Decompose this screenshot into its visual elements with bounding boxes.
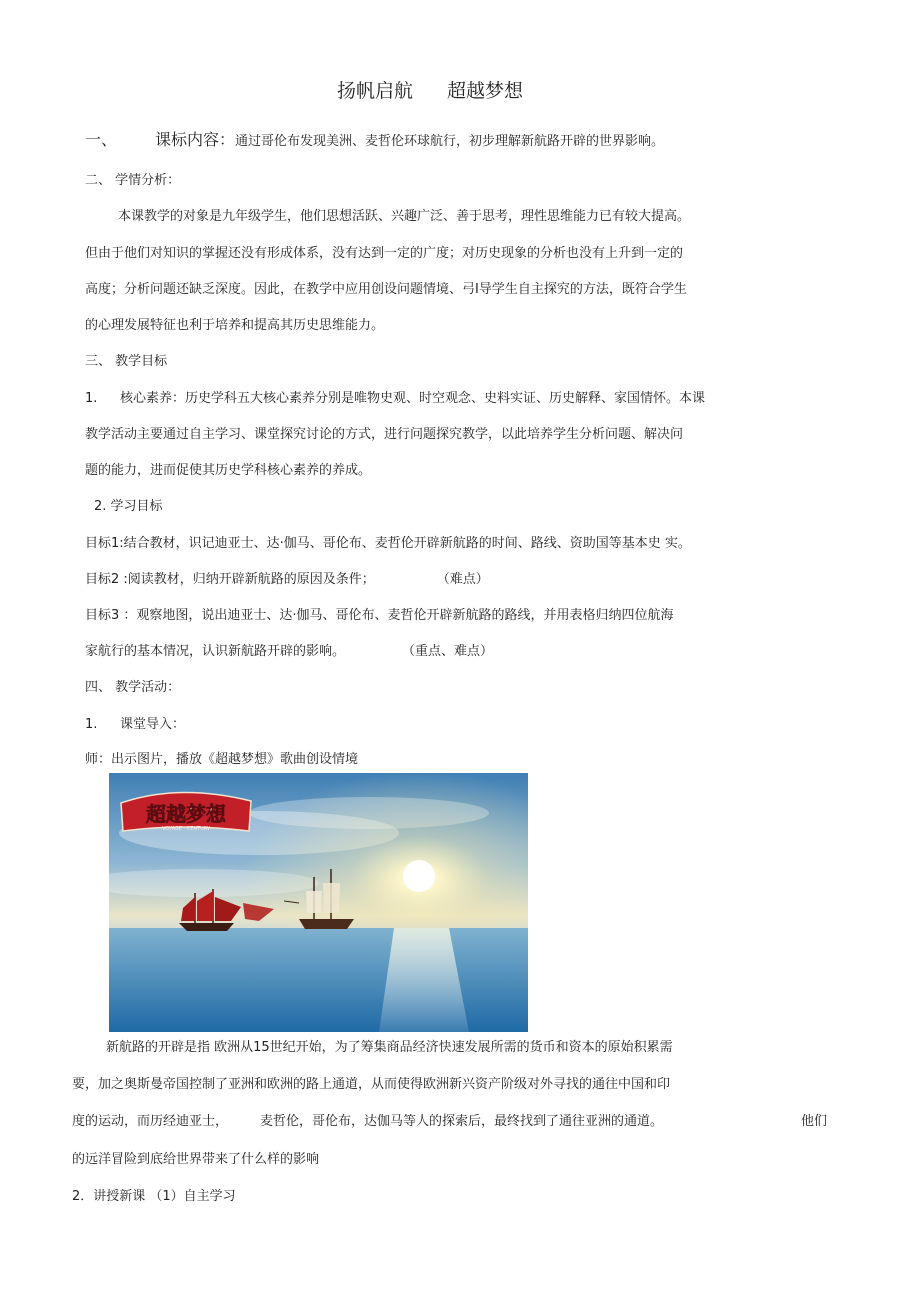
intro-para-line-3-c: 他们 (801, 1114, 828, 1129)
section-2-line-1: 本课教学的对象是九年级学生，他们思想活跃、兴趣广泛、善于思考，理性思维能力已有较大提高。 (118, 209, 691, 224)
section-3-item-2-heading: 2. 学习目标 (94, 499, 163, 514)
section-3-item-1-line-3: 题的能力，进而促使其历史学科核心素养的养成。 (85, 463, 372, 478)
title-part-1: 扬帆启航 (336, 80, 413, 102)
intro-para-line-3 (72, 1113, 663, 1131)
section-1-text: 通过哥伦布发现美洲、麦哲伦环球航行，初步理解新航路开辟的世界影响。 (235, 134, 665, 149)
section-3-item-1-line-2: 教学活动主要通过自主学习、课堂探究讨论的方式，进行问题探究教学，以此培养学生分析问题、解决问 (85, 427, 684, 442)
game-logo-subtext: VOYAGE · CENTURY (161, 826, 211, 832)
section-2-line-4: 的心理发展特征也利于培养和提高其历史思维能力。 (85, 318, 385, 333)
goal-1: 目标1:结合教材，识记迪亚士、达·伽马、哥伦布、麦哲伦开辟新航路的时间、路线、资助国等基本史 实。 (85, 536, 691, 551)
intro-para-line-2: 要，加之奥斯曼帝国控制了亚洲和欧洲的路上通道，从而使得欧洲新兴资产阶级对外寻找的通往中国和印 (72, 1077, 671, 1092)
section-4-item-1-number: 1. (85, 717, 98, 732)
intro-para-line-3-b: 麦哲伦，哥伦布，达伽马等人的探索后，最终找到了通往亚洲的通道。 (260, 1114, 664, 1129)
section-2-line-3: 高度；分析问题还缺乏深度。因此，在教学中应用创设问题情境、弓I导学生自主探究的方法，既符合学生 (85, 282, 687, 297)
section-1-label: 课标内容： (155, 130, 236, 149)
goal-3-text: 家航行的基本情况，认识新航路开辟的影响。 (85, 644, 346, 659)
section-1-number: 一、 (85, 130, 118, 149)
title-part-2: 超越梦想 (447, 80, 524, 102)
game-logo-text: 超越梦想 (146, 802, 226, 826)
intro-para-line-4: 的远洋冒险到底给世界带来了什么样的影响 (72, 1152, 320, 1167)
game-logo (121, 792, 251, 832)
section-1 (85, 131, 664, 151)
section-3-item-1-text: 核心素养：历史学科五大核心素养分别是唯物史观、时空观念、史料实证、历史解释、家国情怀。本课 (120, 391, 706, 406)
goal-2-text: 目标2 :阅读教材，归纳开辟新航路的原因及条件； (85, 572, 375, 587)
page-title (0, 78, 860, 104)
intro-para-line-1: 新航路的开辟是指 欧洲从15世纪开始，为了筹集商品经济快速发展所需的货币和资本的原始积累需 (106, 1040, 673, 1055)
goal-3-line-2 (85, 643, 493, 661)
intro-para-line-3-a: 度的运动，而历经迪亚士， (72, 1114, 229, 1129)
goal-2-note: （难点） (436, 572, 489, 587)
section-2-line-2: 但由于他们对知识的掌握还没有形成体系，没有达到一定的广度；对历史现象的分析也没有上升到一定的 (85, 246, 684, 261)
section-4-item-1-label: 课堂导入： (120, 717, 186, 732)
goal-2 (85, 571, 489, 589)
section-4-item-1 (85, 716, 185, 734)
section-3-item-1-line-1 (85, 390, 705, 408)
goal-3-line-1: 目标3 ：观察地图，说出迪亚士、达·伽马、哥伦布、麦哲伦开辟新航路的路线，并用表格归纳四位航海 (85, 608, 674, 623)
section-2-heading: 二、 学情分析： (85, 173, 181, 188)
section-3-item-1-number: 1. (85, 391, 98, 406)
goal-3-note: （重点、难点） (402, 644, 494, 659)
section-3-heading: 三、 教学目标 (85, 354, 168, 369)
teacher-line: 师：出示图片，播放《超越梦想》歌曲创设情境 (85, 752, 359, 767)
section-4-heading: 四、 教学活动： (85, 680, 181, 695)
sailing-ships-image (109, 773, 528, 1032)
section-4-item-2: 2．讲授新课 （1）自主学习 (72, 1189, 236, 1204)
sailing-ships-illustration (109, 773, 528, 1032)
